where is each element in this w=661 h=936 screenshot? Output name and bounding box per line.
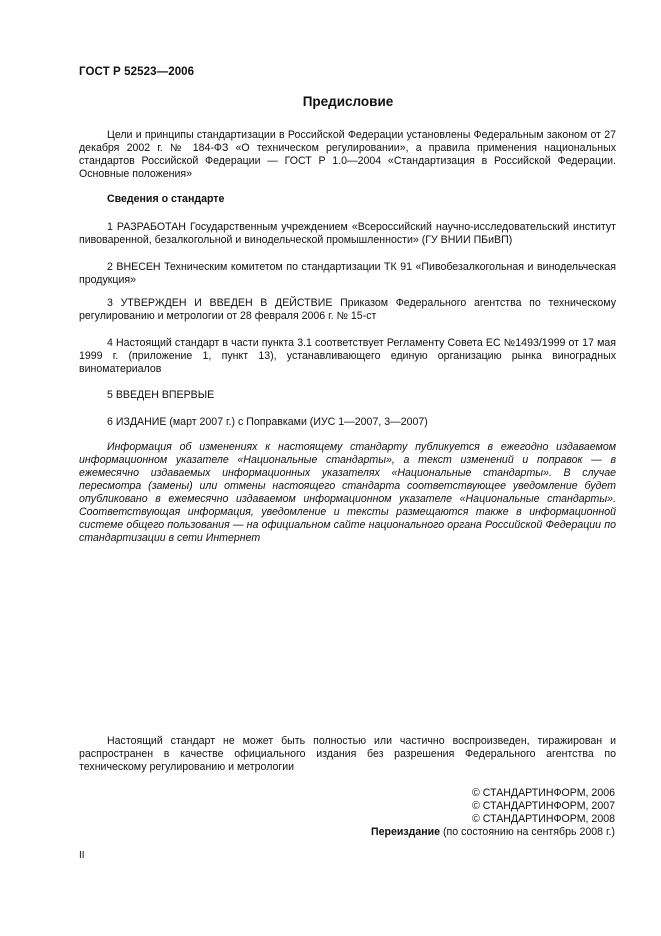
copyright-line: © СТАНДАРТИНФОРМ, 2008 [472,813,615,825]
item-1-text: 1 РАЗРАБОТАН Государственным учреждением «Всероссийский научно-исследовательский институт пивоваренной, безалкогольной и винодельческой промышленности» (ГУ ВНИИ ПБиВП) [79,221,616,246]
reprint-label: Переиздание [370,826,441,838]
reprint-text: (по состоянию на сентябрь 2008 г.) [440,826,615,838]
copyright-line: © СТАНДАРТИНФОРМ, 2007 [472,800,615,812]
item-2-text: 2 ВНЕСЕН Техническим комитетом по стандартизации ТК 91 «Пивобезалкогольная и винодельческая продукция» [79,261,616,286]
item-1 [79,221,616,247]
intro-text: Цели и принципы стандартизации в Российской Федерации установлены Федеральным законом от 27 декабря 2002 г. № 184-ФЗ «О техническом регулировании», а правила применения национальных стандартов Российской Федерации — ГОСТ Р 1.0—2004 «Стандартизация в Российской Федерации. Основные положения» [79,129,616,180]
copyright-notice [79,735,616,774]
item-3-text: 3 УТВЕРЖДЕН И ВВЕДЕН В ДЕЙСТВИЕ Приказом Федерального агентства по техническому регулированию и метрологии от 28 февраля 2006 г. № 15-ст [79,297,616,322]
item-3 [79,297,616,323]
item-4-text: 4 Настоящий стандарт в части пункта 3.1 соответствует Регламенту Совета ЕС №1493/1999 от 17 мая 1999 г. (приложение 1, пункт 13), устанавливающего единую организацию рынка виноградных виноматериалов [79,337,616,375]
info-notice [79,441,616,545]
info-notice-text: Информация об изменениях к настоящему стандарту публикуется в ежегодно издаваемом информационном указателе «Национальные стандарты», а текст изменений и поправок — в ежемесячно издаваемых информационных указателях «Национальные стандарты». В случае пересмотра (замены) или отмены настоящего стандарта соответствующее уведомление будет опубликовано в ежемесячно издаваемом информационном указателе «Национальные стандарты». Соответствующая информация, уведомление и тексты размещаются также в информационной системе общего пользования — на официальном сайте национального органа Российской Федерации по стандартизации в сети Интернет [79,441,616,544]
copyright-block [371,787,615,839]
page-number: II [79,850,85,861]
copyright-line: © СТАНДАРТИНФОРМ, 2006 [472,787,615,799]
intro-paragraph [79,129,616,181]
item-6: 6 ИЗДАНИЕ (март 2007 г.) с Поправками (ИУС 1—2007, 3—2007) [107,416,428,428]
reprint-line [371,826,615,839]
document-header: ГОСТ Р 52523—2006 [79,66,195,78]
copyright-notice-text: Настоящий стандарт не может быть полностью или частично воспроизведен, тиражирован и распространен в качестве официального издания без разрешения Федерального агентства по техническому регулированию и метрологии [79,735,616,773]
item-5: 5 ВВЕДЕН ВПЕРВЫЕ [107,389,215,401]
item-4 [79,337,616,376]
item-2 [79,261,616,287]
info-heading: Сведения о стандарте [107,193,225,205]
page-title: Предисловие [302,94,394,109]
